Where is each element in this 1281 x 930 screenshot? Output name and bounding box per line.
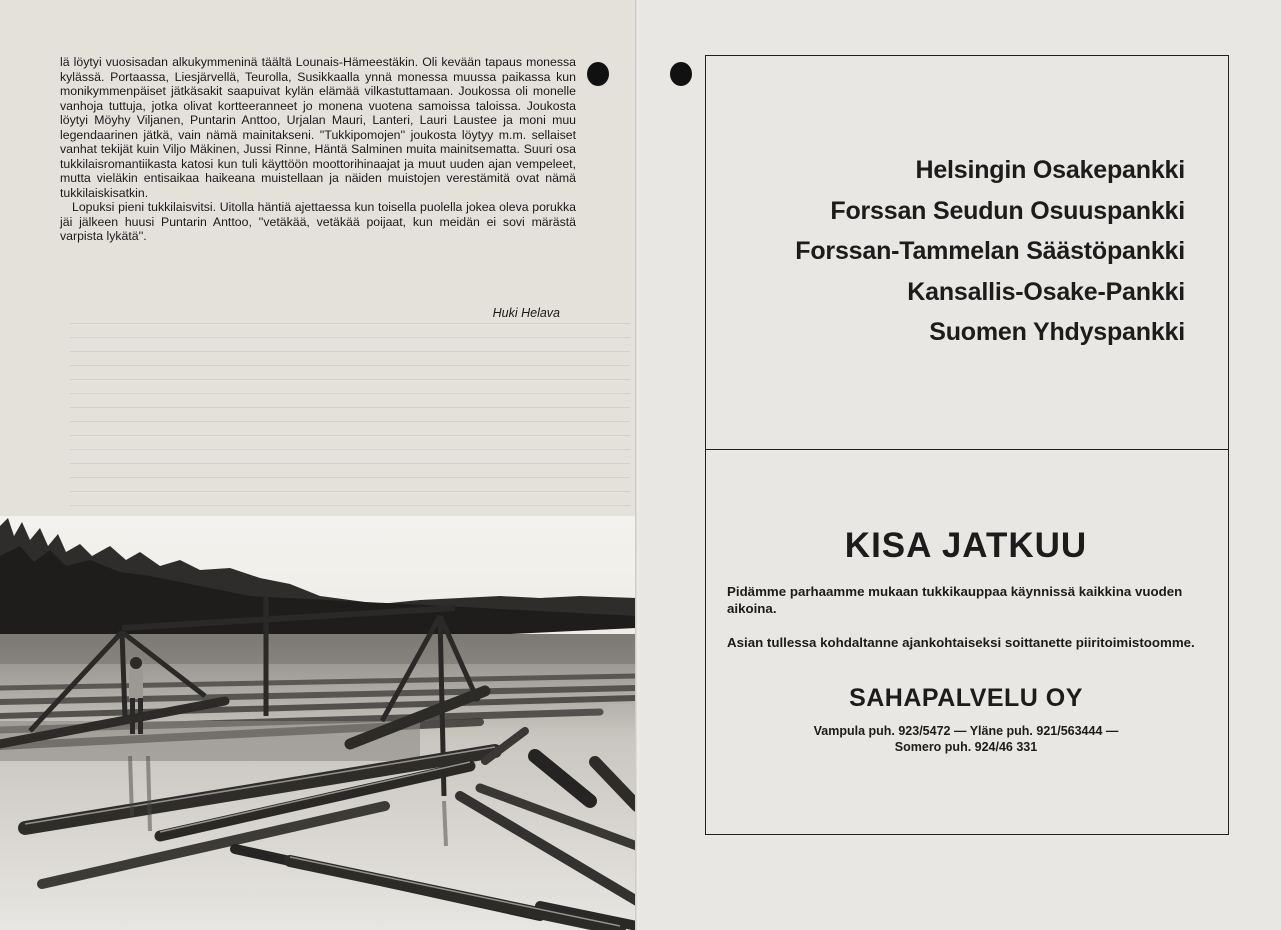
bank-name: Forssan-Tammelan Säästöpankki <box>795 237 1185 265</box>
bank-name: Suomen Yhdyspankki <box>929 318 1185 346</box>
phones-line-1: Vampula puh. 923/5472 — Yläne puh. 921/563444 — <box>813 724 1119 738</box>
company-name: SAHAPALVELU OY <box>849 684 1083 712</box>
left-page <box>0 0 637 930</box>
ad-paragraph-1: Pidämme parhaamme mukaan tukkikauppaa käynnissä kaikkina vuoden aikoina. <box>727 584 1183 616</box>
log-floating-photo <box>0 516 637 930</box>
article-paragraph-1: lä löytyi vuosisadan alkukymmeninä täältä Lounais-Hämeestäkin. Oli kevään tapaus monessa kylässä. Portaassa, Liesjärvellä, Teurolla, Susikkaalla ynnä monessa muussa paikassa kun monikymmenpäiset jätkäsakit saapuivat kylän elämää vilkastuttamaan. Joukossa oli monelle vanhoja tuttuja, jotka olivat kortteeranneet jo monena vuotena samoissa taloissa. Joukosta löytyi Möyhy Viljanen, Puntarin Anttoo, Urjalan Mauri, Lanteri, Lauri Laustee ja moni muu legendaarinen jätkä, vain nämä mainitakseni. ''Tukkipomojen'' joukosta löytyy m.m. sellaiset vanhat tekijät kuin Viljo Mäkinen, Jussi Rinne, Häntä Salminen muita mainitsematta. Suuri osa tukkilaisromantiikasta katosi kun tuli käyttöön moottorihinaajat ja muut uuden ajan vempeleet, mutta vieläkin entisaikaa haikeana muistellaan ja näiden muistojen verestämitä ovat nämä tukkilaiskisatkin. <box>60 55 576 200</box>
show-through-text <box>70 320 630 520</box>
phone-numbers <box>705 723 1227 755</box>
punch-hole <box>670 62 692 86</box>
phones-line-2: Somero puh. 924/46 331 <box>894 740 1038 754</box>
ad-paragraph-2: Asian tullessa kohdaltanne ajankohtaiseksi soittanette piiritoimistoomme. <box>727 635 1195 650</box>
bank-name: Helsingin Osakepankki <box>915 156 1185 184</box>
punch-hole <box>587 62 609 86</box>
article-paragraph-2: Lopuksi pieni tukkilaisvitsi. Uitolla häntiä ajettaessa kun toisella puolella jokea oleva porukka jäi jälkeen huusi Puntarin Anttoo, ''vetäkää, vetäkää poijaat, kun meidän ei sovi märästä varpista lykätä''. <box>60 200 576 243</box>
article-text <box>60 55 576 244</box>
article-signature: Huki Helava <box>492 306 560 320</box>
bank-name: Forssan Seudun Osuuspankki <box>830 196 1185 225</box>
ad-title: KISA JATKUU <box>844 526 1088 565</box>
bank-list <box>705 150 1185 353</box>
bank-name: Kansallis-Osake-Pankki <box>907 277 1185 306</box>
